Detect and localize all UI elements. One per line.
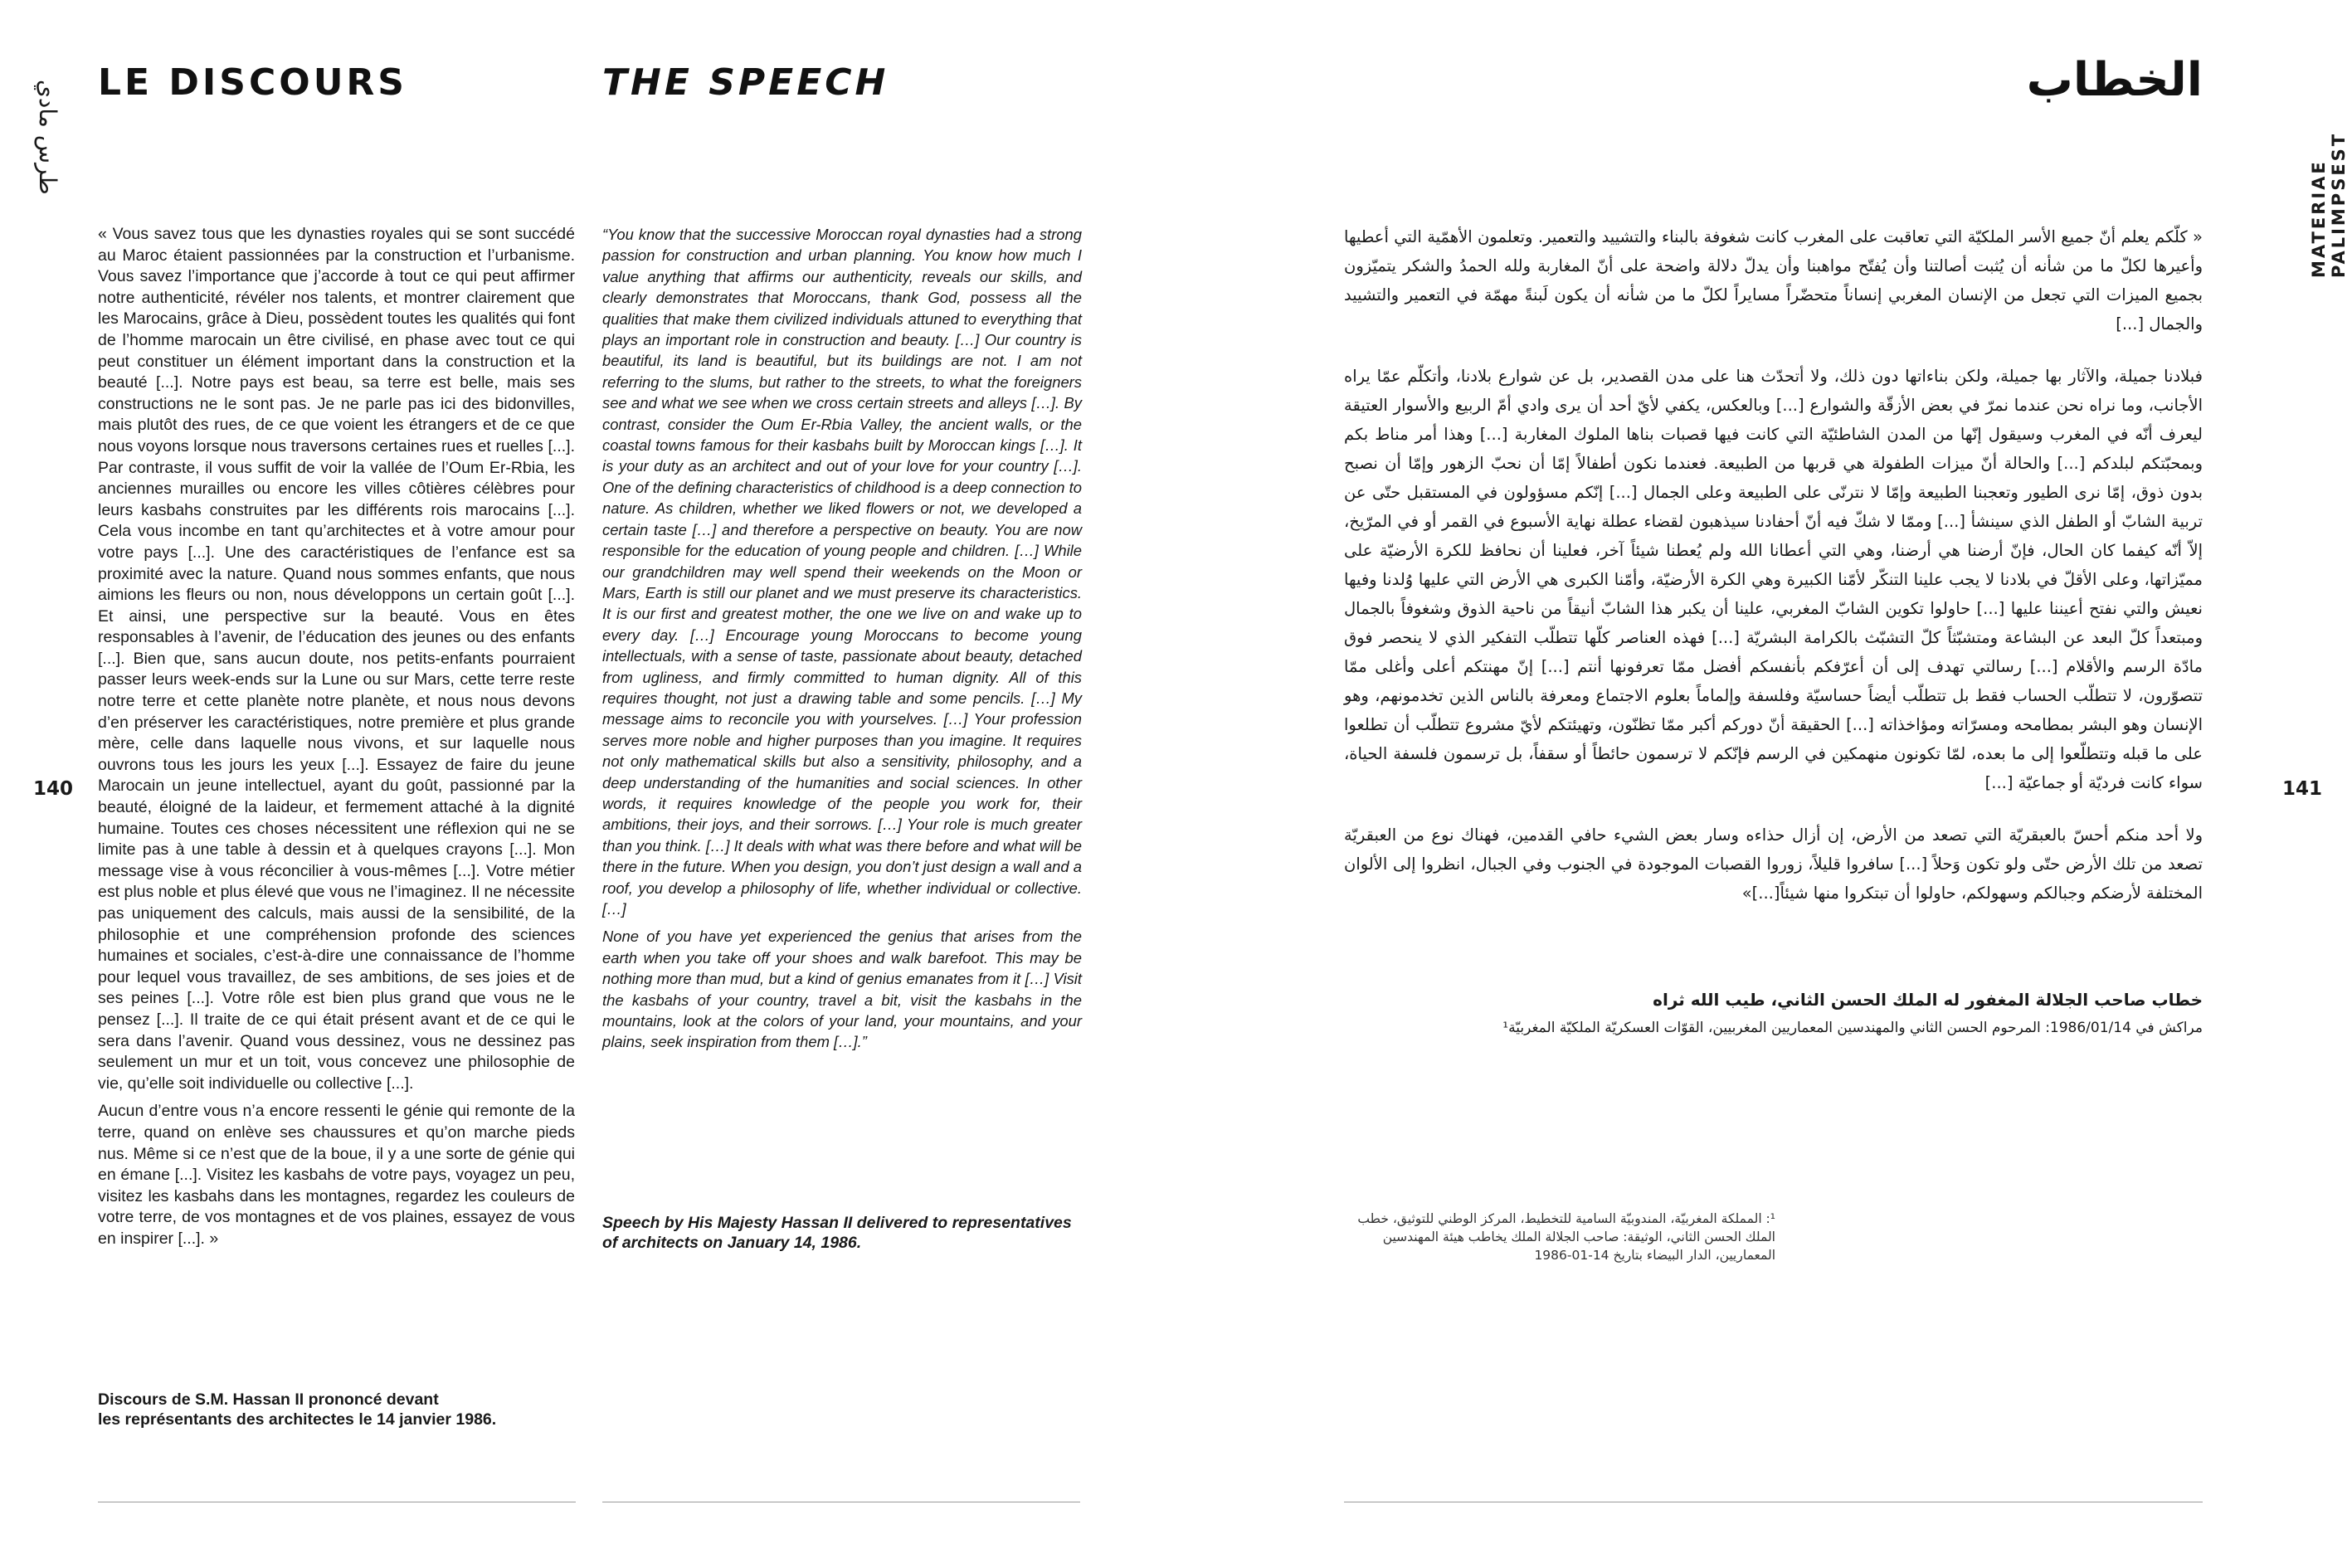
arabic-signature-subtitle: مراكش في 1986/01/14: المرحوم الحسن الثاني والمهندسين المعماريين المغربيين، القوّات العسكريّة الملكيّة المغربيّة¹ <box>1502 1020 2203 1036</box>
english-paragraph-2: None of you have yet experienced the genius that arises from the earth when you take off your shoes and walk barefoot. This may be nothing more than mud, but a kind of genius emanates from it […] Visit the kasbahs of your country, travel a bit, visit the kasbahs in the mountains, look at the colors of your land, your mountains, and your plains, seek inspiration from them […].” <box>602 928 1082 1051</box>
french-caption <box>98 1390 596 1429</box>
arabic-paragraph-3: ولا أحد منكم أحسّ بالعبقريّة التي تصعد من الأرض، إن أزال حذاءه وسار بعض الشيء حافي القدمين، فهناك نوع من العبقريّة تصعد من تلك الأرض حتّى ولو تكون وَحلاً [...] سافروا قليلاً، زوروا القصبات الموجودة في الجنوب وفي الجبال، انظروا إلى الألوان المختلفة لأرضكم وجبالكم وسهولكم، حاولوا أن تبتكروا منها شيئاً[...]» <box>1344 825 2203 903</box>
arabic-footnote: ¹: المملكة المغربيّة، المندوبيّة السامية للتخطيط، المركز الوطني للتوثيق، خطب الملك الحسن الثاني، الوثيقة: صاحب الجلالة الملك يخاطب هيئة المهندسين المعماريين، الدار البيضاء بتاريخ 14-01-1986 <box>1357 1211 1775 1263</box>
side-label-arabic: طرس مادي <box>34 80 61 195</box>
arabic-paragraph-2: فبلادنا جميلة، والآثار بها جميلة، ولكن بناءاتها دون ذلك، ولا أتحدّث هنا على مدن القصدير، بل عن شوارع بلادنا، وأتكلّم عمّا يراه الأجانب، وما نراه نحن عندما نمرّ في بعض الأزقّة والشوارع [...] وبالعكس، يكفي لأيّ أحد أن يرى وادي أمّ الربيع والأسوار العتيقة ليعرف أنّه في المغرب وسيقول إنّها من المدن الشاطئيّة التي كانت فيها قصبات بناها الملوك المغاربة [...] وهذا أمر مناط بكم وبمحبّتكم لبلدكم [...] والحالة أنّ ميزات الطفولة هي قربها من الطبيعة. فعندما نكون أطفالاً إمّا أن نحبّ الزهور وإمّا أن نصبح بدون ذوق، إمّا نرى الطيور وتعجبنا الطبيعة وإمّا لا نترنّى على الطبيعة وعلى الجمال [...] إنّكم مسؤولون في المستقبل حتّى عن تربية الشابّ أو الطفل الذي سينشأ [...] وممّا لا شكّ فيه أنّ أحفادنا سيذهبون لقضاء عطلة نهاية الأسبوع في القمر أو في المرّيخ، إلاّ أنّه كيفما كان الحال، فإنّ أرضنا هي أرضنا، وهي التي أعطانا الله ولم يُعطنا شيئاً آخر، فعلينا أن نحافظ للكرة الأرضيّة على مميّزاتها، وعلى الأقلّ في بلادنا لا يجب علينا التنكّر لأمّنا الكبيرة وهي الكرة الأرضيّة، وأمّنا الكبرى هي الأرض التي عليها وُلدنا وفيها نعيش والتي نفتح أعيننا عليها [...] حاولوا تكوين الشابّ المغربي، علينا أن يكبر هذا الشابّ أنيقاً من ناحية الذوق وشغوفاً بالجمال ومبتعداً كلّ البعد عن البشاعة ومتشبّثاً كلّ التشبّث بالكرامة البشريّة [...] فهذه العناصر كلّها تتطلّب التفكير الذي لا ينحصر فوق مادّة الرسم والأقلام [...] رسالتي تهدف إلى أن أعرّفكم بأنفسكم أفضل ممّا تعرفونها أنتم [...] إنّ مهنتكم أعلى وأغلى ممّا تتصوّرون، لا تتطلّب الحساب فقط بل تتطلّب أيضاً حساسيّة وفلسفة وإلماماً بعلوم الاجتماع ومعرفة بالناس الذين تخدمونهم، وهو الإنسان وهو البشر بمطامحه ومسرّاته ومؤاخذاته [...] الحقيقة أنّ دوركم أكبر ممّا تظنّون، وتهيئتكم لأيّ مشروع تتطلّب أن تطلعوا على ما قبله وتتطلّعوا إلى ما بعده، لمّا تكونون منهمكين في الرسم فإنّكم لا ترسمون حائطاً أو سقفاً، بل ترسمون فلسفة الحياة، سواء كانت فرديّة أو جماعيّة [...] <box>1344 367 2203 792</box>
french-column <box>98 224 575 1257</box>
arabic-paragraph-1: « كلّكم يعلم أنّ جميع الأسر الملكيّة التي تعاقبت على المغرب كانت شغوفة بالبناء والتشييد والتعمير. وتعلمون الأهمّية التي أعطيها وأعيرها لكلّ ما من شأنه أن يُثبت أصالتنا وأن يُفتّح مواهبنا وأن يدلّ دلالة واضحة على أنّ المغاربة ولله الحمدُ والشكر يتميّزون بجميع الميزات التي تجعل من الإنسان المغربي إنساناً متحضّراً مسايراً لكلّ ما من شأنه أن يكون لَبنةً مهمّة في التعمير والتشييد والجمال [...] <box>1344 227 2203 334</box>
arabic-signature-title: خطاب صاحب الجلالة المغفور له الملك الحسن الثاني، طيب الله ثراه <box>1653 990 2203 1010</box>
arabic-column <box>1344 222 2203 931</box>
english-paragraph-1: “You know that the successive Moroccan royal dynasties had a strong passion for construction and urban planning. You know how much I value anything that affirms our authenticity, reveals our skills, and clearly demonstrates that Moroccans, thank God, possess all the qualities that make them civilized individuals attuned to everything that plays an important role in construction and beauty. […] Our country is beautiful, its land is beautiful, but its buildings are not. I am not referring to the slums, but rather to the streets, to what the foreigners see and what we see when we cross certain streets and alleys […]. By contrast, consider the Oum Er-Rbia Valley, the ancient walls, or the coastal towns famous for their kasbahs built by Moroccan kings […]. It is your duty as an architect and out of your love for your country […]. One of the defining characteristics of childhood is a deep connection to nature. As children, whether we liked flowers or not, we developed a certain taste […] and therefore a perspective on beauty. You are now responsible for the education of young people and children. […] While our grandchildren may well spend their weekends on the Moon or Mars, Earth is still our planet and we must preserve its characteristics. It is our first and greatest mother, the one we live on and wake up to every day. […] Encourage young Moroccans to become young intellectuals, with a sense of taste, passionate about beauty, detached from ugliness, and firmly committed to human dignity. All of this requires thought, not just a drawing table and some pencils. […] My message aims to reconcile you with yourselves. […] Your profession serves more noble and higher purposes than you imagine. It requires not only mathematical skills but also a sensitivity, philosophy, and a deep understanding of the humanities and social sciences. In other words, it requires knowledge of the people you work for, their ambitions, their joys, and their sorrows. […] Your role is much greater than you think. […] It deals with what was there before and what will be there in the future. When you design, you don’t just design a wall and a roof, you develop a philosophy of life, whether individual or collective. […] <box>602 226 1082 918</box>
side-label-publication: MATERIAE PALIMPSEST <box>2309 131 2349 278</box>
page-number-left: 140 <box>33 778 74 800</box>
title-french: LE DISCOURS <box>98 61 407 104</box>
english-caption: Speech by His Majesty Hassan II delivered to representatives of architects on January 14, 1986. <box>602 1214 1072 1252</box>
french-paragraph-1: « Vous savez tous que les dynasties royales qui se sont succédé au Maroc étaient passionnées par la construction et l’urbanisme. Vous savez l’importance que j’accorde à tout ce qui peut affirmer notre authenticité, révéler nos talents, et montrer clairement que les Marocains, grâce à Dieu, possèdent toutes les qualités qui font de l’homme marocain un être civilisé, en phase avec tout ce qui peut constituer un élément important dans la construction et la beauté [...]. Notre pays est beau, sa terre est belle, mais ses constructions ne le sont pas. Je ne parle pas ici des bidonvilles, mais plutôt des rues, de ce que voient les étrangers et de ce que nous voyons lorsque nous traversons certaines rues et ruelles [...]. Par contraste, il vous suffit de voir la vallée de l’Oum Er-Rbia, les anciennes murailles ou encore les villes côtières célèbres pour leurs kasbahs construites par les différents rois marocains [...]. Cela vous incombe en tant qu’architectes et à votre amour pour votre pays [...]. Une des caractéristiques de l’enfance est sa proximité avec la nature. Quand nous sommes enfants, que nous aimions les fleurs ou non, nous développons un certain goût [...]. Et ainsi, une perspective sur la beauté. Vous en êtes responsables à l’avenir, de l’éducation des jeunes ou des enfants [...]. Bien que, sans aucun doute, nos petits-enfants pourraient passer leurs week-ends sur la Lune ou sur Mars, cette terre reste notre terre et cette planète notre planète, et nous nous devons d’en préserver les caractéristiques, notre première et plus grande mère, celle dans laquelle nous vivons, et sur laquelle nous ouvrons tous les jours les yeux [...]. Essayez de faire du jeune Marocain un jeune intellectuel, ayant du goût, passionné par la beauté, éloigné de la laideur, et fermement attaché à la dignité humaine. Toutes ces choses nécessitent une réflexion qui ne se limite pas à une table à dessin et à quelques crayons [...]. Mon message vise à vous réconcilier à vous-mêmes [...]. Votre métier est plus noble et plus élevé que vous ne l’imaginez. Il ne nécessite pas uniquement des calculs, mais aussi de la sensibilité, de la philosophie et une compréhension profonde des sciences humaines et sociales, c’est-à-dire une connaissance de l’homme pour lequel vous travaillez, de ses ambitions, de ses joies et de ses peines [...]. Votre rôle est bien plus grand que vous ne le pensez [...]. Il traite de ce qui était présent avant et de ce qui le sera dans l’avenir. Quand vous dessinez, vous ne dessinez pas seulement un mur et un toit, vous concevez une philosophie de vie, qu’elle soit individuelle ou collective [...]. <box>98 225 575 1093</box>
english-column <box>602 224 1082 1059</box>
title-arabic: الخطاب <box>2026 53 2203 107</box>
french-caption-line-2: les représentants des architectes le 14 janvier 1986. <box>98 1410 497 1429</box>
french-caption-line-1: Discours de S.M. Hassan II prononcé devant <box>98 1390 439 1409</box>
title-english: THE SPEECH <box>602 61 889 104</box>
french-paragraph-2: Aucun d’entre vous n’a encore ressenti le génie qui remonte de la terre, quand on enlève ses chaussures et qu’on marche pieds nus. Même si ce n’est que de la boue, il y a une sorte de génie qui en émane [...]. Visitez les kasbahs de votre pays, voyagez un peu, visitez les kasbahs dans les montagnes, regardez les couleurs de votre terre, de vos montagnes et de vos plaines, essayez de vous en inspirer [...]. » <box>98 1102 575 1248</box>
arabic-signature <box>1344 987 2203 1039</box>
page-number-right: 141 <box>2281 778 2322 800</box>
